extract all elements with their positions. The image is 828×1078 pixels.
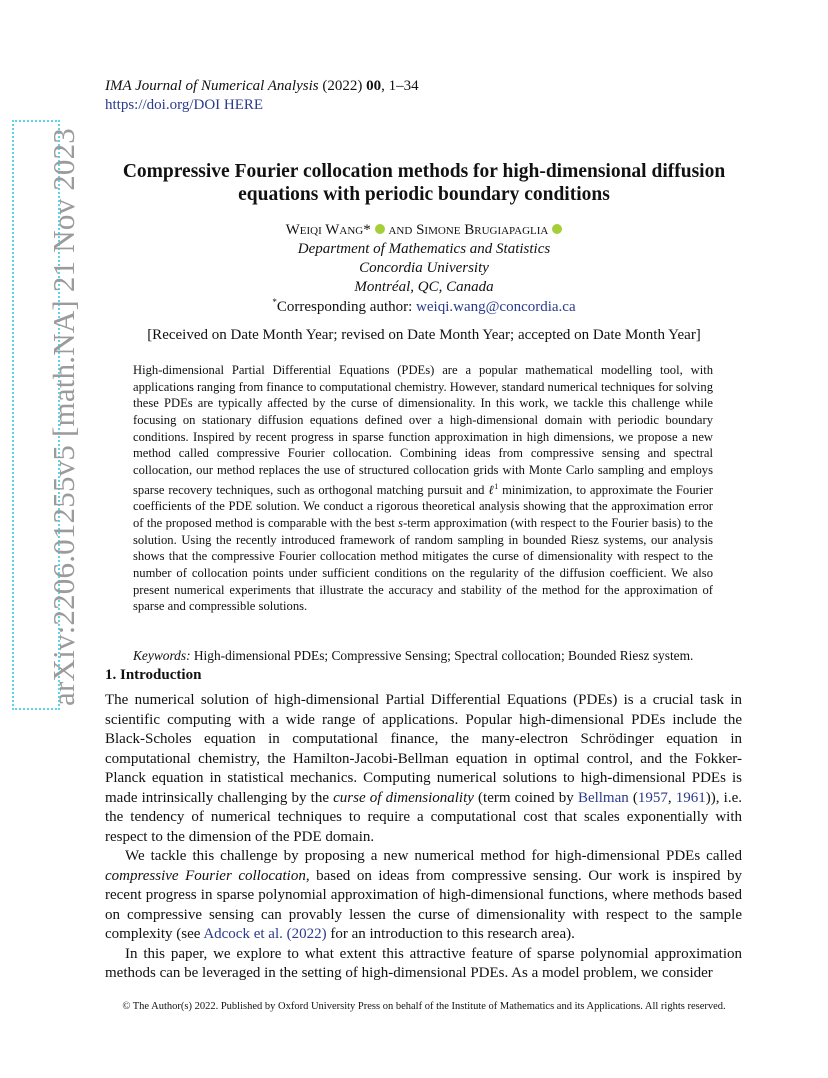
- author-2: Simone Brugiapaglia: [416, 222, 549, 238]
- paragraph-text: We tackle this challenge by proposing a new numerical method for high-dimensional PDEs called: [125, 848, 742, 864]
- ell-symbol: ℓ: [488, 482, 495, 497]
- paragraph: [105, 847, 742, 945]
- citation-link[interactable]: Bellman: [577, 789, 629, 806]
- journal-year: (2022): [318, 78, 367, 94]
- journal-volume: 00: [366, 78, 382, 94]
- paragraph-text: In this paper, we explore to what extent this attractive feature of sparse polynomial approximation methods can be leveraged in the setting of high-dimensional PDEs. As a model problem, we consider: [105, 945, 742, 981]
- body-text: [105, 691, 742, 984]
- affiliation-department: Department of Mathematics and Statistics: [297, 241, 551, 257]
- journal-citation: [105, 78, 419, 95]
- paragraph-text: The numerical solution of high-dimensional Partial Differential Equations (PDEs) is a crucial task in scientific computing with a wide range of applications. Popular high-dimensional PDEs include the Black-Scholes equation in computational finance, the many-electron Schrödinger equation in computational chemistry, the Hamilton-Jacobi-Bellman equation in optimal control, and the Fokker-Planck equation in statistical mechanics. Computing numerical solutions to high-dimensional PDEs is made intrinsically challenging by the: [105, 692, 742, 806]
- citation-link[interactable]: Adcock et al. (2022): [203, 926, 327, 942]
- paragraph-text: (term coined by: [473, 789, 578, 806]
- affiliation-location: Montréal, QC, Canada: [354, 279, 494, 295]
- corresponding-mark: *: [272, 297, 277, 307]
- received-dates: [Received on Date Month Year; revised on Date Month Year; accepted on Date Month Year]: [147, 327, 701, 343]
- orcid-icon[interactable]: [552, 224, 562, 234]
- affiliation-university: Concordia University: [359, 260, 489, 276]
- s-variable: s: [398, 516, 404, 531]
- paragraph: [105, 945, 742, 984]
- corresponding-email-link[interactable]: weiqi.wang@concordia.ca: [416, 299, 576, 315]
- author-1: Weiqi Wang*: [285, 222, 371, 238]
- citation-link[interactable]: 1961: [675, 789, 706, 806]
- corresponding-author-line: [100, 297, 748, 316]
- emphasis-text: compressive Fourier collocation: [105, 867, 306, 884]
- paragraph-text: ,: [667, 789, 676, 806]
- doi-link[interactable]: https://doi.org/DOI HERE: [105, 97, 264, 113]
- abstract-text-2: minimization, to approximate the Fourier coefficients of the PDE solution. We conduct a rigorous theoretical analysis showing that the approximation error of the proposed method is comparable with the best: [133, 482, 714, 531]
- paragraph-text: (: [628, 789, 638, 806]
- abstract: [133, 362, 713, 615]
- section-heading: 1. Introduction: [105, 667, 202, 683]
- emphasis-text: curse of dimensionality: [333, 789, 474, 806]
- arxiv-identifier[interactable]: arXiv:2206.01255v5 [math.NA] 21 Nov 2023: [46, 128, 81, 706]
- paragraph: [105, 691, 742, 847]
- citation-link[interactable]: 1957: [637, 789, 668, 806]
- keywords-text: High-dimensional PDEs; Compressive Sensing; Spectral collocation; Bounded Riesz system.: [190, 648, 694, 663]
- paragraph-text: for an introduction to this research area).: [326, 926, 575, 942]
- ell-superscript: 1: [494, 481, 499, 491]
- paragraph-text: )), i.e. the tendency of numerical techniques to require a computational cost that scales exponentially with respect to the dimension of the PDE domain.: [105, 789, 743, 845]
- paragraph-text: , based on ideas from compressive sensing. Our work is inspired by recent progress in sparse polynomial approximation of high-dimensional functions, where methods based on compressive sensing can provably lessen the curse of dimensionality with respect to the sample complexity (see: [105, 867, 742, 942]
- keywords: [133, 648, 733, 664]
- corresponding-label: Corresponding author:: [276, 299, 417, 315]
- paper-title: Compressive Fourier collocation methods for high-dimensional diffusion equations with periodic boundary conditions: [122, 161, 726, 205]
- orcid-icon[interactable]: [375, 224, 385, 234]
- author-line: [100, 222, 748, 239]
- journal-pages: , 1–34: [381, 78, 419, 94]
- copyright-footer: © The Author(s) 2022. Published by Oxford University Press on behalf of the Institute of Mathematics and its Applications. All rights reserved.: [122, 1001, 726, 1012]
- keywords-label: Keywords:: [133, 648, 191, 663]
- author-conjunction: and: [388, 222, 413, 238]
- abstract-text-3: -term approximation (with respect to the Fourier basis) to the solution. Using the recently introduced framework of random sampling in bounded Riesz systems, our analysis shows that the compressive Fourier collocation method mitigates the curse of dimensionality with respect to the number of collocation points under sufficient conditions on the regularity of the diffusion coefficient. We also present numerical experiments that illustrate the accuracy and stability of the method for the approximation of sparse and compressible solutions.: [133, 516, 713, 614]
- journal-name: IMA Journal of Numerical Analysis: [105, 78, 319, 94]
- abstract-text-1: High-dimensional Partial Differential Equations (PDEs) are a popular mathematical modelling tool, with applications ranging from finance to computational chemistry. However, standard numerical techniques for solving these PDEs are typically affected by the curse of dimensionality. In this work, we tackle this challenge while focusing on stationary diffusion equations defined over a high-dimensional domain with periodic boundary conditions. Inspired by recent progress in sparse function approximation in high dimensions, we propose a new method called compressive Fourier collocation. Combining ideas from compressive sensing and spectral collocation, our method replaces the use of structured collocation grids with Monte Carlo sampling and employs sparse recovery techniques, such as orthogonal matching pursuit and: [133, 363, 713, 497]
